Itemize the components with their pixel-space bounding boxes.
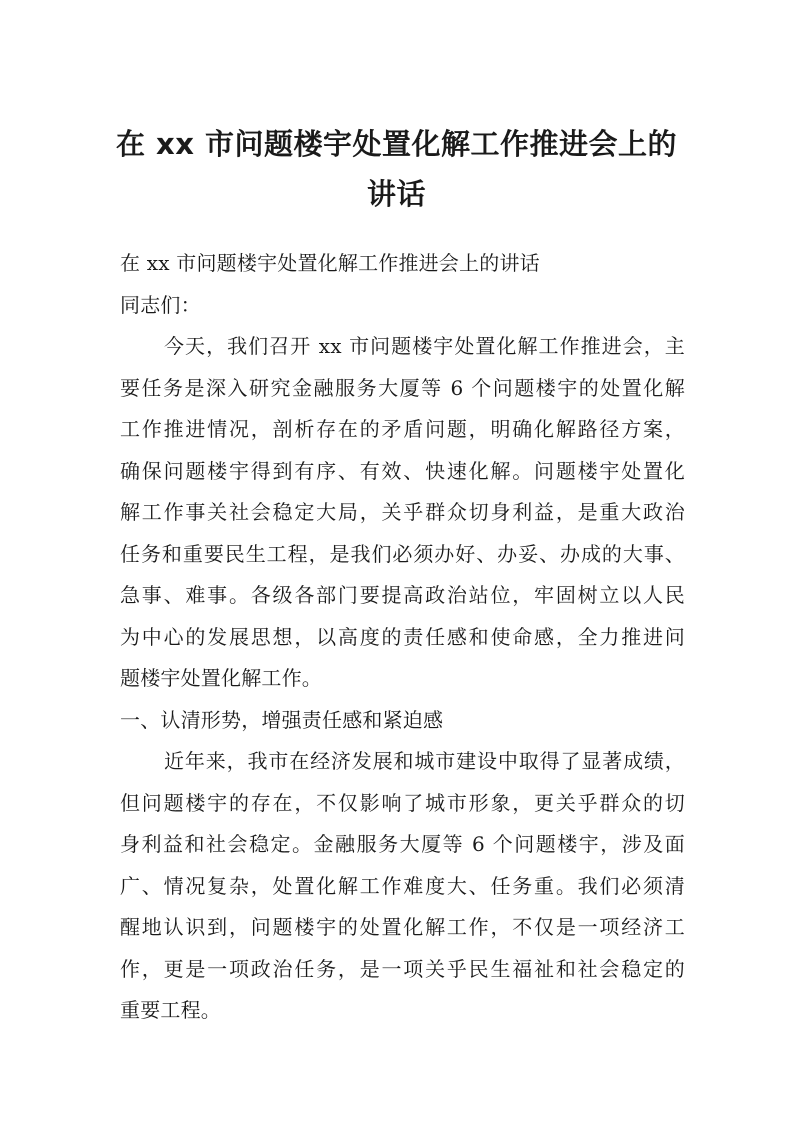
paragraph-line: 身利益和社会稳定。金融服务大厦等 6 个问题楼宇，涉及面 <box>120 832 685 856</box>
paragraph-2 <box>120 741 685 1032</box>
paragraph-line: 但问题楼宇的存在，不仅影响了城市形象，更关乎群众的切 <box>120 790 685 815</box>
paragraph-line: 近年来，我市在经济发展和城市建设中取得了显著成绩， <box>164 749 685 773</box>
paragraph-line: 醒地认识到，问题楼宇的处置化解工作，不仅是一项经济工 <box>120 915 685 939</box>
document-subtitle <box>120 243 685 285</box>
document-title-line-1: 在 xx 市问题楼宇处置化解工作推进会上的 <box>115 127 678 161</box>
paragraph-line: 题楼宇处置化解工作。 <box>120 666 322 690</box>
paragraph-line: 任务和重要民生工程，是我们必须办好、办妥、办成的大事、 <box>120 541 685 566</box>
paragraph-line: 今天，我们召开 xx 市问题楼宇处置化解工作推进会，主 <box>164 334 685 358</box>
paragraph-line: 工作推进情况，剖析存在的矛盾问题，明确化解路径方案， <box>120 417 685 441</box>
paragraph-line: 解工作事关社会稳定大局，关乎群众切身利益，是重大政治 <box>120 500 685 524</box>
subtitle-line: 在 xx 市问题楼宇处置化解工作推进会上的讲话 <box>120 251 540 275</box>
paragraph-line: 为中心的发展思想，以高度的责任感和使命感，全力推进问 <box>120 624 685 649</box>
document-title-line-2: 讲话 <box>366 177 426 211</box>
document-body <box>120 243 685 1032</box>
salutation <box>120 285 685 327</box>
paragraph-line: 确保问题楼宇得到有序、有效、快速化解。问题楼宇处置化 <box>120 458 685 483</box>
section-heading-line: 一、认清形势，增强责任感和紧迫感 <box>120 707 444 732</box>
paragraph-1 <box>120 326 685 700</box>
paragraph-line: 急事、难事。各级各部门要提高政治站位，牢固树立以人民 <box>120 583 685 607</box>
paragraph-line: 广、情况复杂，处置化解工作难度大、任务重。我们必须清 <box>120 873 685 898</box>
section-heading-1 <box>120 700 685 742</box>
paragraph-line: 要任务是深入研究金融服务大厦等 6 个问题楼宇的处置化解 <box>120 375 685 400</box>
paragraph-line: 作，更是一项政治任务，是一项关乎民生福祉和社会稳定的 <box>120 956 685 981</box>
salutation-line: 同志们： <box>120 292 201 317</box>
paragraph-line: 重要工程。 <box>120 998 221 1022</box>
